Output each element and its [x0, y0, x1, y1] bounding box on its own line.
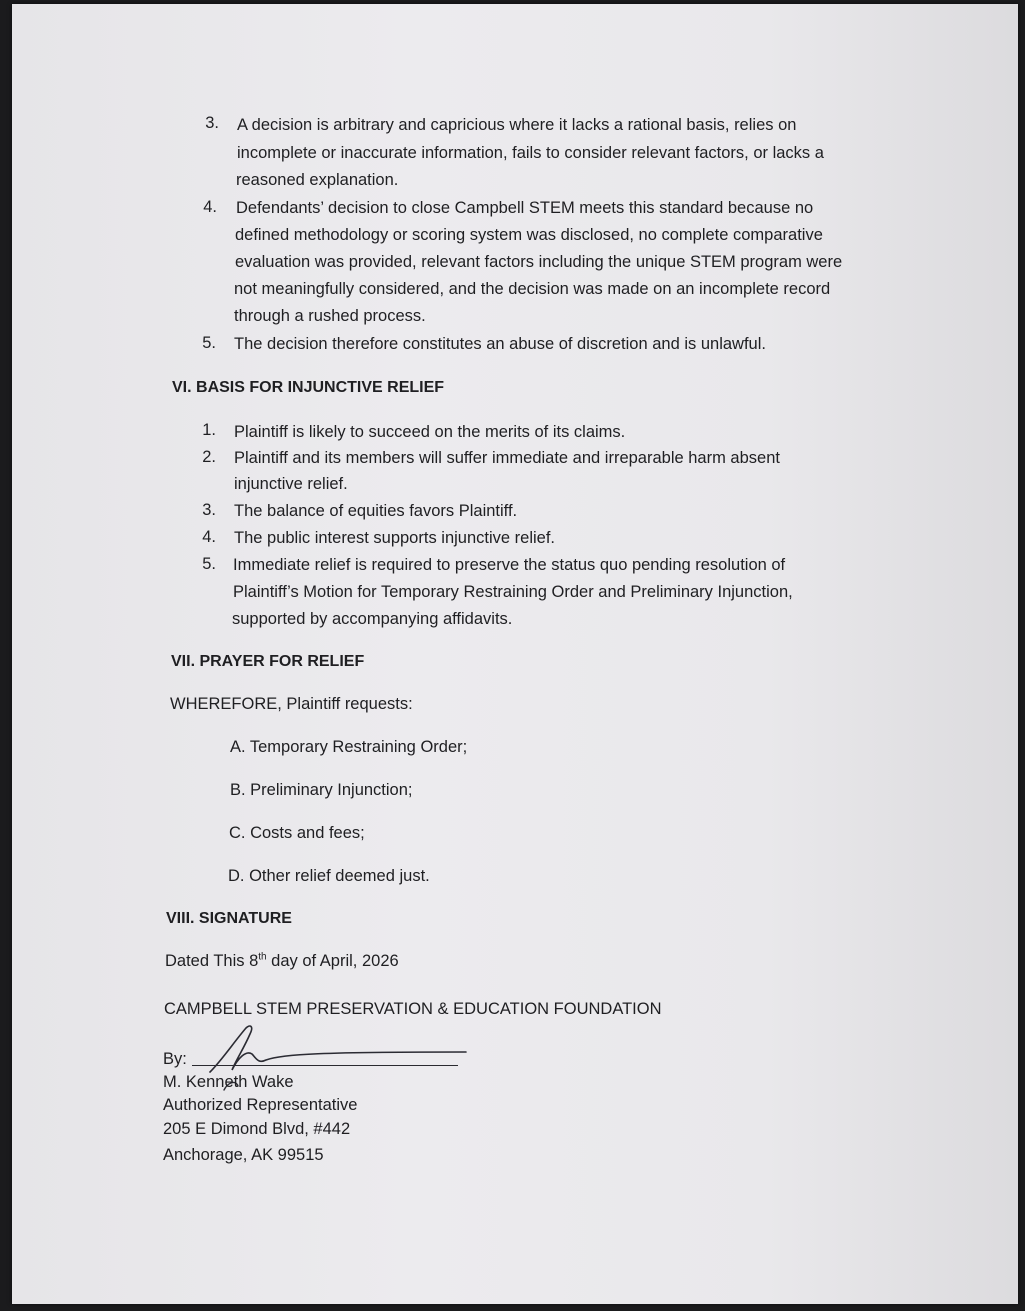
relief-request: A. Temporary Restraining Order; — [230, 738, 468, 756]
list-item-line: supported by accompanying affidavits. — [232, 610, 513, 628]
list-item-line: evaluation was provided, relevant factors including the unique STEM program were — [235, 253, 843, 271]
list-item-line: not meaningfully considered, and the decision was made on an incomplete record — [234, 280, 831, 298]
relief-request: C. Costs and fees; — [229, 824, 365, 842]
list-item-line: The decision therefore constitutes an abuse of discretion and is unlawful. — [234, 335, 766, 353]
list-item-line: injunctive relief. — [234, 475, 348, 493]
section-heading: VIII. SIGNATURE — [166, 910, 292, 927]
list-item-number: 5. — [202, 555, 216, 573]
list-item-number: 3. — [205, 114, 219, 132]
list-item-line: reasoned explanation. — [236, 171, 399, 189]
list-item-number: 4. — [202, 528, 216, 546]
list-item-line: Plaintiff’s Motion for Temporary Restraining Order and Preliminary Injunction, — [233, 583, 793, 601]
list-item-number: 3. — [202, 501, 216, 519]
list-item-line: through a rushed process. — [234, 307, 426, 325]
organization-name: CAMPBELL STEM PRESERVATION & EDUCATION FOUNDATION — [164, 1000, 662, 1018]
document-page — [12, 4, 1018, 1304]
signer-address: 205 E Dimond Blvd, #442 — [163, 1120, 351, 1138]
list-item-line: The public interest supports injunctive relief. — [234, 529, 555, 547]
prayer-intro: WHEREFORE, Plaintiff requests: — [170, 695, 413, 713]
dated-line: Dated This 8th day of April, 2026 — [165, 951, 399, 970]
section-heading: VI. BASIS FOR INJUNCTIVE RELIEF — [172, 379, 445, 396]
list-item-line: Plaintiff and its members will suffer immediate and irreparable harm absent — [234, 449, 780, 467]
relief-request: D. Other relief deemed just. — [228, 867, 430, 885]
list-item-number: 4. — [203, 198, 217, 216]
list-item-line: incomplete or inaccurate information, fails to consider relevant factors, or lacks a — [237, 144, 824, 162]
signer-city: Anchorage, AK 99515 — [163, 1146, 324, 1164]
signer-name: M. Kenneth Wake — [163, 1073, 294, 1091]
list-item-number: 1. — [202, 421, 216, 439]
list-item-number: 2. — [202, 448, 216, 466]
relief-request: B. Preliminary Injunction; — [230, 781, 413, 799]
list-item-line: A decision is arbitrary and capricious where it lacks a rational basis, relies on — [237, 116, 797, 134]
list-item-line: Plaintiff is likely to succeed on the merits of its claims. — [234, 423, 626, 441]
list-item-line: Defendants’ decision to close Campbell STEM meets this standard because no — [236, 199, 814, 217]
section-heading: VII. PRAYER FOR RELIEF — [171, 653, 365, 670]
list-item-number: 5. — [202, 334, 216, 352]
signer-title: Authorized Representative — [163, 1096, 358, 1114]
list-item-line: defined methodology or scoring system was disclosed, no complete comparative — [235, 226, 823, 244]
list-item-line: Immediate relief is required to preserve the status quo pending resolution of — [233, 556, 786, 574]
list-item-line: The balance of equities favors Plaintiff. — [234, 502, 518, 520]
by-label: By: — [163, 1050, 187, 1068]
